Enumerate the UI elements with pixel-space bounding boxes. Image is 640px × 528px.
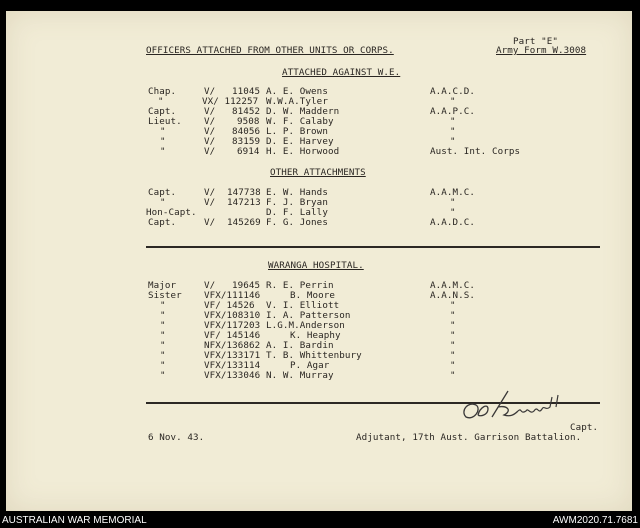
officer-name: D. W. Maddern <box>266 106 340 117</box>
unit: Aust. Int. Corps <box>430 146 521 157</box>
service-number: 9508 <box>237 116 260 127</box>
handwritten-signature <box>458 387 568 433</box>
unit: " <box>450 370 456 381</box>
rank: " <box>160 146 166 157</box>
rank: " <box>160 360 166 371</box>
service-number: 6914 <box>237 146 260 157</box>
tick-mark: V/ <box>204 116 216 127</box>
service-number: 84056 <box>232 126 261 137</box>
unit: " <box>450 350 456 361</box>
service-number: 147738 <box>227 187 261 198</box>
service-number: 11045 <box>232 86 261 97</box>
rank: Sister <box>148 290 182 301</box>
rank: Capt. <box>148 106 177 117</box>
rank: " <box>160 126 166 137</box>
service-number: VF/ 145146 <box>204 330 261 341</box>
rank: " <box>160 340 166 351</box>
rank: " <box>160 300 166 311</box>
rank: Capt. <box>148 217 177 228</box>
unit: " <box>450 126 456 137</box>
unit: " <box>450 116 456 127</box>
tick-mark: V/ <box>204 197 216 208</box>
rank: Major <box>148 280 177 291</box>
unit: A.A.C.D. <box>430 86 476 97</box>
service-number: 83159 <box>232 136 261 147</box>
rank: Lieut. <box>148 116 182 127</box>
service-number: VFX/117203 <box>204 320 261 331</box>
service-number: VFX/133046 <box>204 370 261 381</box>
service-number: NFX/136862 <box>204 340 261 351</box>
rank: Capt. <box>148 187 177 198</box>
officer-name: W.W.A.Tyler <box>266 96 328 107</box>
officer-name: D. E. Harvey <box>266 136 334 147</box>
signatory-rank: Capt. <box>570 422 599 433</box>
officer-name: B. Moore <box>290 290 336 301</box>
officer-name: N. W. Murray <box>266 370 334 381</box>
section-heading-waranga: WARANGA HOSPITAL. <box>268 260 364 271</box>
signatory-position: Adjutant, 17th Aust. Garrison Battalion. <box>356 432 582 443</box>
unit: " <box>450 197 456 208</box>
service-number: VFX/111146 <box>204 290 261 301</box>
rank: " <box>160 136 166 147</box>
officer-name: K. Heaphy <box>290 330 341 341</box>
rank: Hon-Capt. <box>146 207 197 218</box>
service-number: VF/ 14526 <box>204 300 255 311</box>
archive-reference: AWM2020.71.7681 <box>552 515 638 526</box>
officer-name: A. E. Owens <box>266 86 328 97</box>
unit: " <box>450 96 456 107</box>
service-number: 147213 <box>227 197 261 208</box>
officer-name: E. W. Hands <box>266 187 328 198</box>
unit: " <box>450 330 456 341</box>
officer-name: D. F. Lally <box>266 207 328 218</box>
unit: A.A.P.C. <box>430 106 476 117</box>
service-number: VX/ 112257 <box>202 96 259 107</box>
rank: " <box>160 330 166 341</box>
unit: " <box>450 320 456 331</box>
document-title: OFFICERS ATTACHED FROM OTHER UNITS OR CORPS. <box>146 45 394 56</box>
tick-mark: V/ <box>204 280 216 291</box>
unit: A.A.M.C. <box>430 280 476 291</box>
unit: " <box>450 360 456 371</box>
officer-name: R. E. Perrin <box>266 280 334 291</box>
document-date: 6 Nov. 43. <box>148 432 205 443</box>
tick-mark: V/ <box>204 146 216 157</box>
officer-name: H. E. Horwood <box>266 146 340 157</box>
officer-name: T. B. Whittenbury <box>266 350 362 361</box>
unit: " <box>450 310 456 321</box>
officer-name: F. J. Bryan <box>266 197 328 208</box>
unit: " <box>450 340 456 351</box>
rank: Chap. <box>148 86 177 97</box>
rank: " <box>158 96 164 107</box>
rank: " <box>160 370 166 381</box>
officer-name: A. I. Bardin <box>266 340 334 351</box>
archive-footer <box>0 513 640 528</box>
rank: " <box>160 197 166 208</box>
unit: " <box>450 207 456 218</box>
officer-name: I. A. Patterson <box>266 310 351 321</box>
tick-mark: V/ <box>204 126 216 137</box>
tick-mark: V/ <box>204 106 216 117</box>
service-number: VFX/108310 <box>204 310 261 321</box>
unit: " <box>450 136 456 147</box>
service-number: 19645 <box>232 280 261 291</box>
divider-rule <box>146 246 600 248</box>
tick-mark: V/ <box>204 217 216 228</box>
unit: A.A.M.C. <box>430 187 476 198</box>
unit: A.A.N.S. <box>430 290 476 301</box>
part-label: Part "E" <box>513 36 559 47</box>
tick-mark: V/ <box>204 136 216 147</box>
section-heading-attached: ATTACHED AGAINST W.E. <box>282 67 401 78</box>
unit: " <box>450 300 456 311</box>
archive-name: AUSTRALIAN WAR MEMORIAL <box>2 515 147 526</box>
rank: " <box>160 350 166 361</box>
tick-mark: V/ <box>204 86 216 97</box>
unit: A.A.D.C. <box>430 217 476 228</box>
service-number: VFX/133171 <box>204 350 261 361</box>
rank: " <box>160 310 166 321</box>
section-heading-other: OTHER ATTACHMENTS <box>270 167 366 178</box>
officer-name: V. I. Elliott <box>266 300 340 311</box>
service-number: VFX/133114 <box>204 360 261 371</box>
officer-name: W. F. Calaby <box>266 116 334 127</box>
officer-name: L.G.M.Anderson <box>266 320 345 331</box>
officer-name: F. G. Jones <box>266 217 328 228</box>
service-number: 145269 <box>227 217 261 228</box>
officer-name: L. P. Brown <box>266 126 328 137</box>
officer-name: P. Agar <box>290 360 330 371</box>
rank: " <box>160 320 166 331</box>
service-number: 81452 <box>232 106 261 117</box>
tick-mark: V/ <box>204 187 216 198</box>
army-form-label: Army Form W.3008 <box>496 45 587 56</box>
